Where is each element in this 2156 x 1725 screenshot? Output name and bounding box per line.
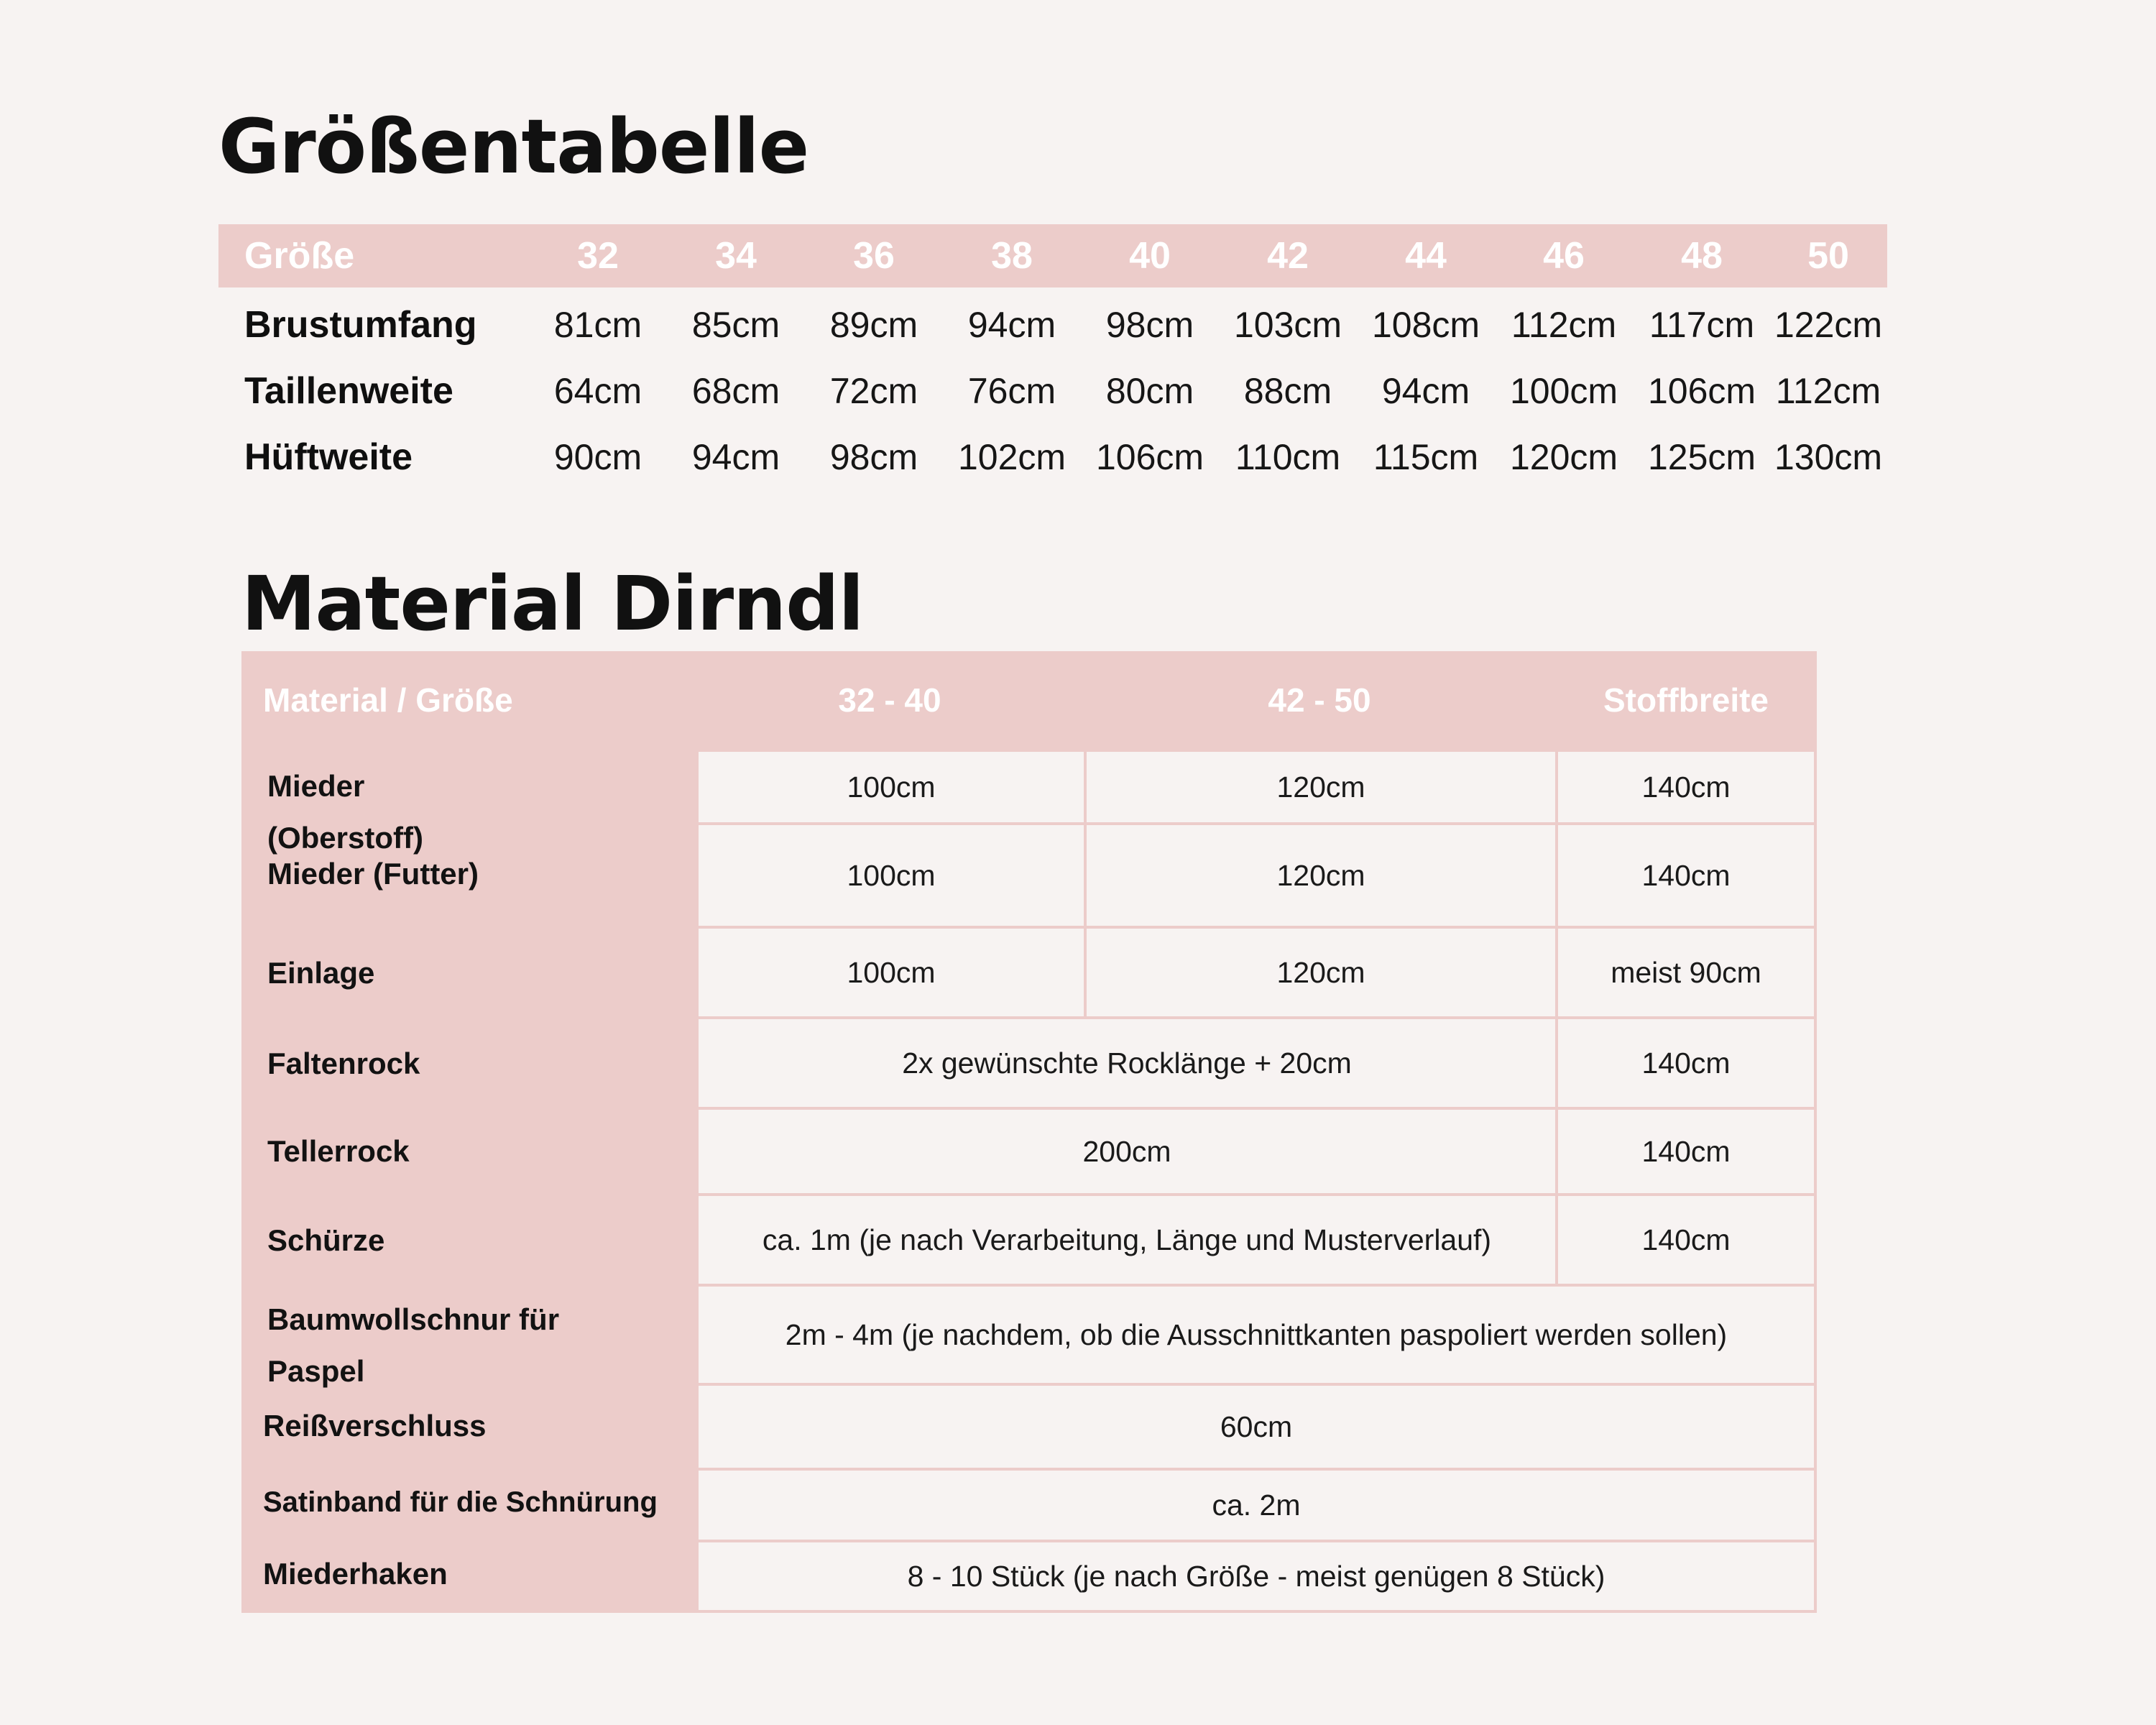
size-chart-title: Größentabelle <box>218 103 809 190</box>
size-cell: 130cm <box>1774 437 1883 477</box>
size-cell: 94cm <box>1381 371 1470 411</box>
size-cell: 98cm <box>1105 305 1194 345</box>
size-header-cell: 48 <box>1681 235 1723 277</box>
size-cell: 85cm <box>691 305 780 345</box>
material-cell: ca. 1m (je nach Verarbeitung, Länge und Musterverlauf) <box>696 1193 1558 1287</box>
material-cell: 140cm <box>1555 1107 1817 1196</box>
size-cell: 88cm <box>1243 371 1332 411</box>
size-row-label: Brustumfang <box>244 304 477 346</box>
material-cell: 140cm <box>1555 1016 1817 1110</box>
material-row-faltenrock <box>241 1016 1817 1110</box>
size-cell: 81cm <box>553 305 642 345</box>
material-cell: 140cm <box>1555 1193 1817 1287</box>
material-row-label: Faltenrock <box>267 1046 420 1080</box>
size-header-cell: 36 <box>853 235 895 277</box>
size-header-cell: 32 <box>577 235 619 277</box>
material-row-einlage <box>241 926 1817 1019</box>
size-cell: 68cm <box>691 371 780 411</box>
material-cell: 120cm <box>1084 822 1558 929</box>
size-row-label: Hüftweite <box>244 436 413 478</box>
material-row-mieder-futter <box>241 822 1817 929</box>
material-header-cell: 32 - 40 <box>838 681 941 719</box>
material-cell: 60cm <box>696 1383 1817 1471</box>
material-row-baumwollschnur <box>241 1284 1817 1386</box>
size-cell: 76cm <box>967 371 1056 411</box>
material-header-label: Material / Größe <box>263 681 513 719</box>
size-header-label: Größe <box>244 235 355 277</box>
size-cell: 103cm <box>1233 305 1342 345</box>
size-header-cell: 50 <box>1807 235 1849 277</box>
material-chart-table <box>241 651 1817 1614</box>
size-row-brustumfang <box>218 292 1887 358</box>
material-row-miederhaken <box>241 1540 1817 1613</box>
size-cell: 106cm <box>1647 371 1756 411</box>
material-chart-title: Material Dirndl <box>241 560 864 648</box>
size-header-cell: 38 <box>991 235 1033 277</box>
material-row-label: Einlage <box>267 956 375 990</box>
size-header-cell: 42 <box>1267 235 1309 277</box>
size-cell: 98cm <box>829 437 918 477</box>
size-cell: 106cm <box>1095 437 1204 477</box>
material-cell: 2x gewünschte Rocklänge + 20cm <box>696 1016 1558 1110</box>
material-cell: 100cm <box>696 822 1087 929</box>
material-cell: 140cm <box>1555 749 1817 825</box>
material-row-schuerze <box>241 1193 1817 1287</box>
material-row-label: Mieder (Futter) <box>267 857 479 891</box>
material-cell: 120cm <box>1084 926 1558 1019</box>
material-chart-header <box>241 651 1817 749</box>
material-row-reissverschluss <box>241 1383 1817 1471</box>
size-cell: 122cm <box>1774 305 1883 345</box>
size-cell: 110cm <box>1235 437 1341 477</box>
material-row-label: Schürze <box>267 1223 385 1257</box>
material-cell: 200cm <box>696 1107 1558 1196</box>
material-cell: 100cm <box>696 926 1087 1019</box>
size-header-cell: 34 <box>715 235 757 277</box>
material-cell: 120cm <box>1084 749 1558 825</box>
size-cell: 112cm <box>1775 371 1881 411</box>
material-row-label: Baumwollschnur für Paspel <box>267 1302 560 1388</box>
size-cell: 117cm <box>1649 305 1755 345</box>
size-cell: 80cm <box>1105 371 1194 411</box>
size-cell: 72cm <box>829 371 918 411</box>
size-cell: 108cm <box>1371 305 1480 345</box>
size-header-cell: 46 <box>1543 235 1585 277</box>
size-cell: 64cm <box>553 371 642 411</box>
material-cell: 100cm <box>696 749 1087 825</box>
size-row-label: Taillenweite <box>244 370 453 412</box>
material-row-label: Mieder (Oberstoff) <box>267 769 423 855</box>
material-row-label: Tellerrock <box>267 1134 410 1168</box>
size-cell: 115cm <box>1373 437 1479 477</box>
size-cell: 112cm <box>1511 305 1617 345</box>
size-row-hueftweite <box>218 424 1887 490</box>
size-cell: 125cm <box>1647 437 1756 477</box>
material-cell: 8 - 10 Stück (je nach Größe - meist genügen 8 Stück) <box>696 1540 1817 1613</box>
material-cell: 140cm <box>1555 822 1817 929</box>
material-row-satinband <box>241 1468 1817 1542</box>
size-cell: 120cm <box>1509 437 1618 477</box>
material-header-cell: 42 - 50 <box>1268 681 1371 719</box>
size-cell: 94cm <box>691 437 780 477</box>
size-header-cell: 40 <box>1129 235 1171 277</box>
material-cell: meist 90cm <box>1555 926 1817 1019</box>
material-row-mieder-oberstoff <box>241 749 1817 855</box>
material-cell: 2m - 4m (je nachdem, ob die Ausschnittkanten paspoliert werden sollen) <box>696 1284 1817 1386</box>
size-cell: 90cm <box>553 437 642 477</box>
size-cell: 102cm <box>957 437 1067 477</box>
material-row-label: Miederhaken <box>263 1557 448 1591</box>
size-cell: 89cm <box>829 305 918 345</box>
size-cell: 94cm <box>967 305 1056 345</box>
material-header-cell: Stoffbreite <box>1603 681 1769 719</box>
size-cell: 100cm <box>1509 371 1618 411</box>
material-row-label: Reißverschluss <box>263 1409 487 1443</box>
size-row-taillenweite <box>218 358 1887 424</box>
material-cell: ca. 2m <box>696 1468 1817 1542</box>
size-header-cell: 44 <box>1405 235 1447 277</box>
size-chart-header <box>218 224 1887 288</box>
material-row-label: Satinband für die Schnürung <box>263 1486 658 1518</box>
material-row-tellerrock <box>241 1107 1817 1196</box>
